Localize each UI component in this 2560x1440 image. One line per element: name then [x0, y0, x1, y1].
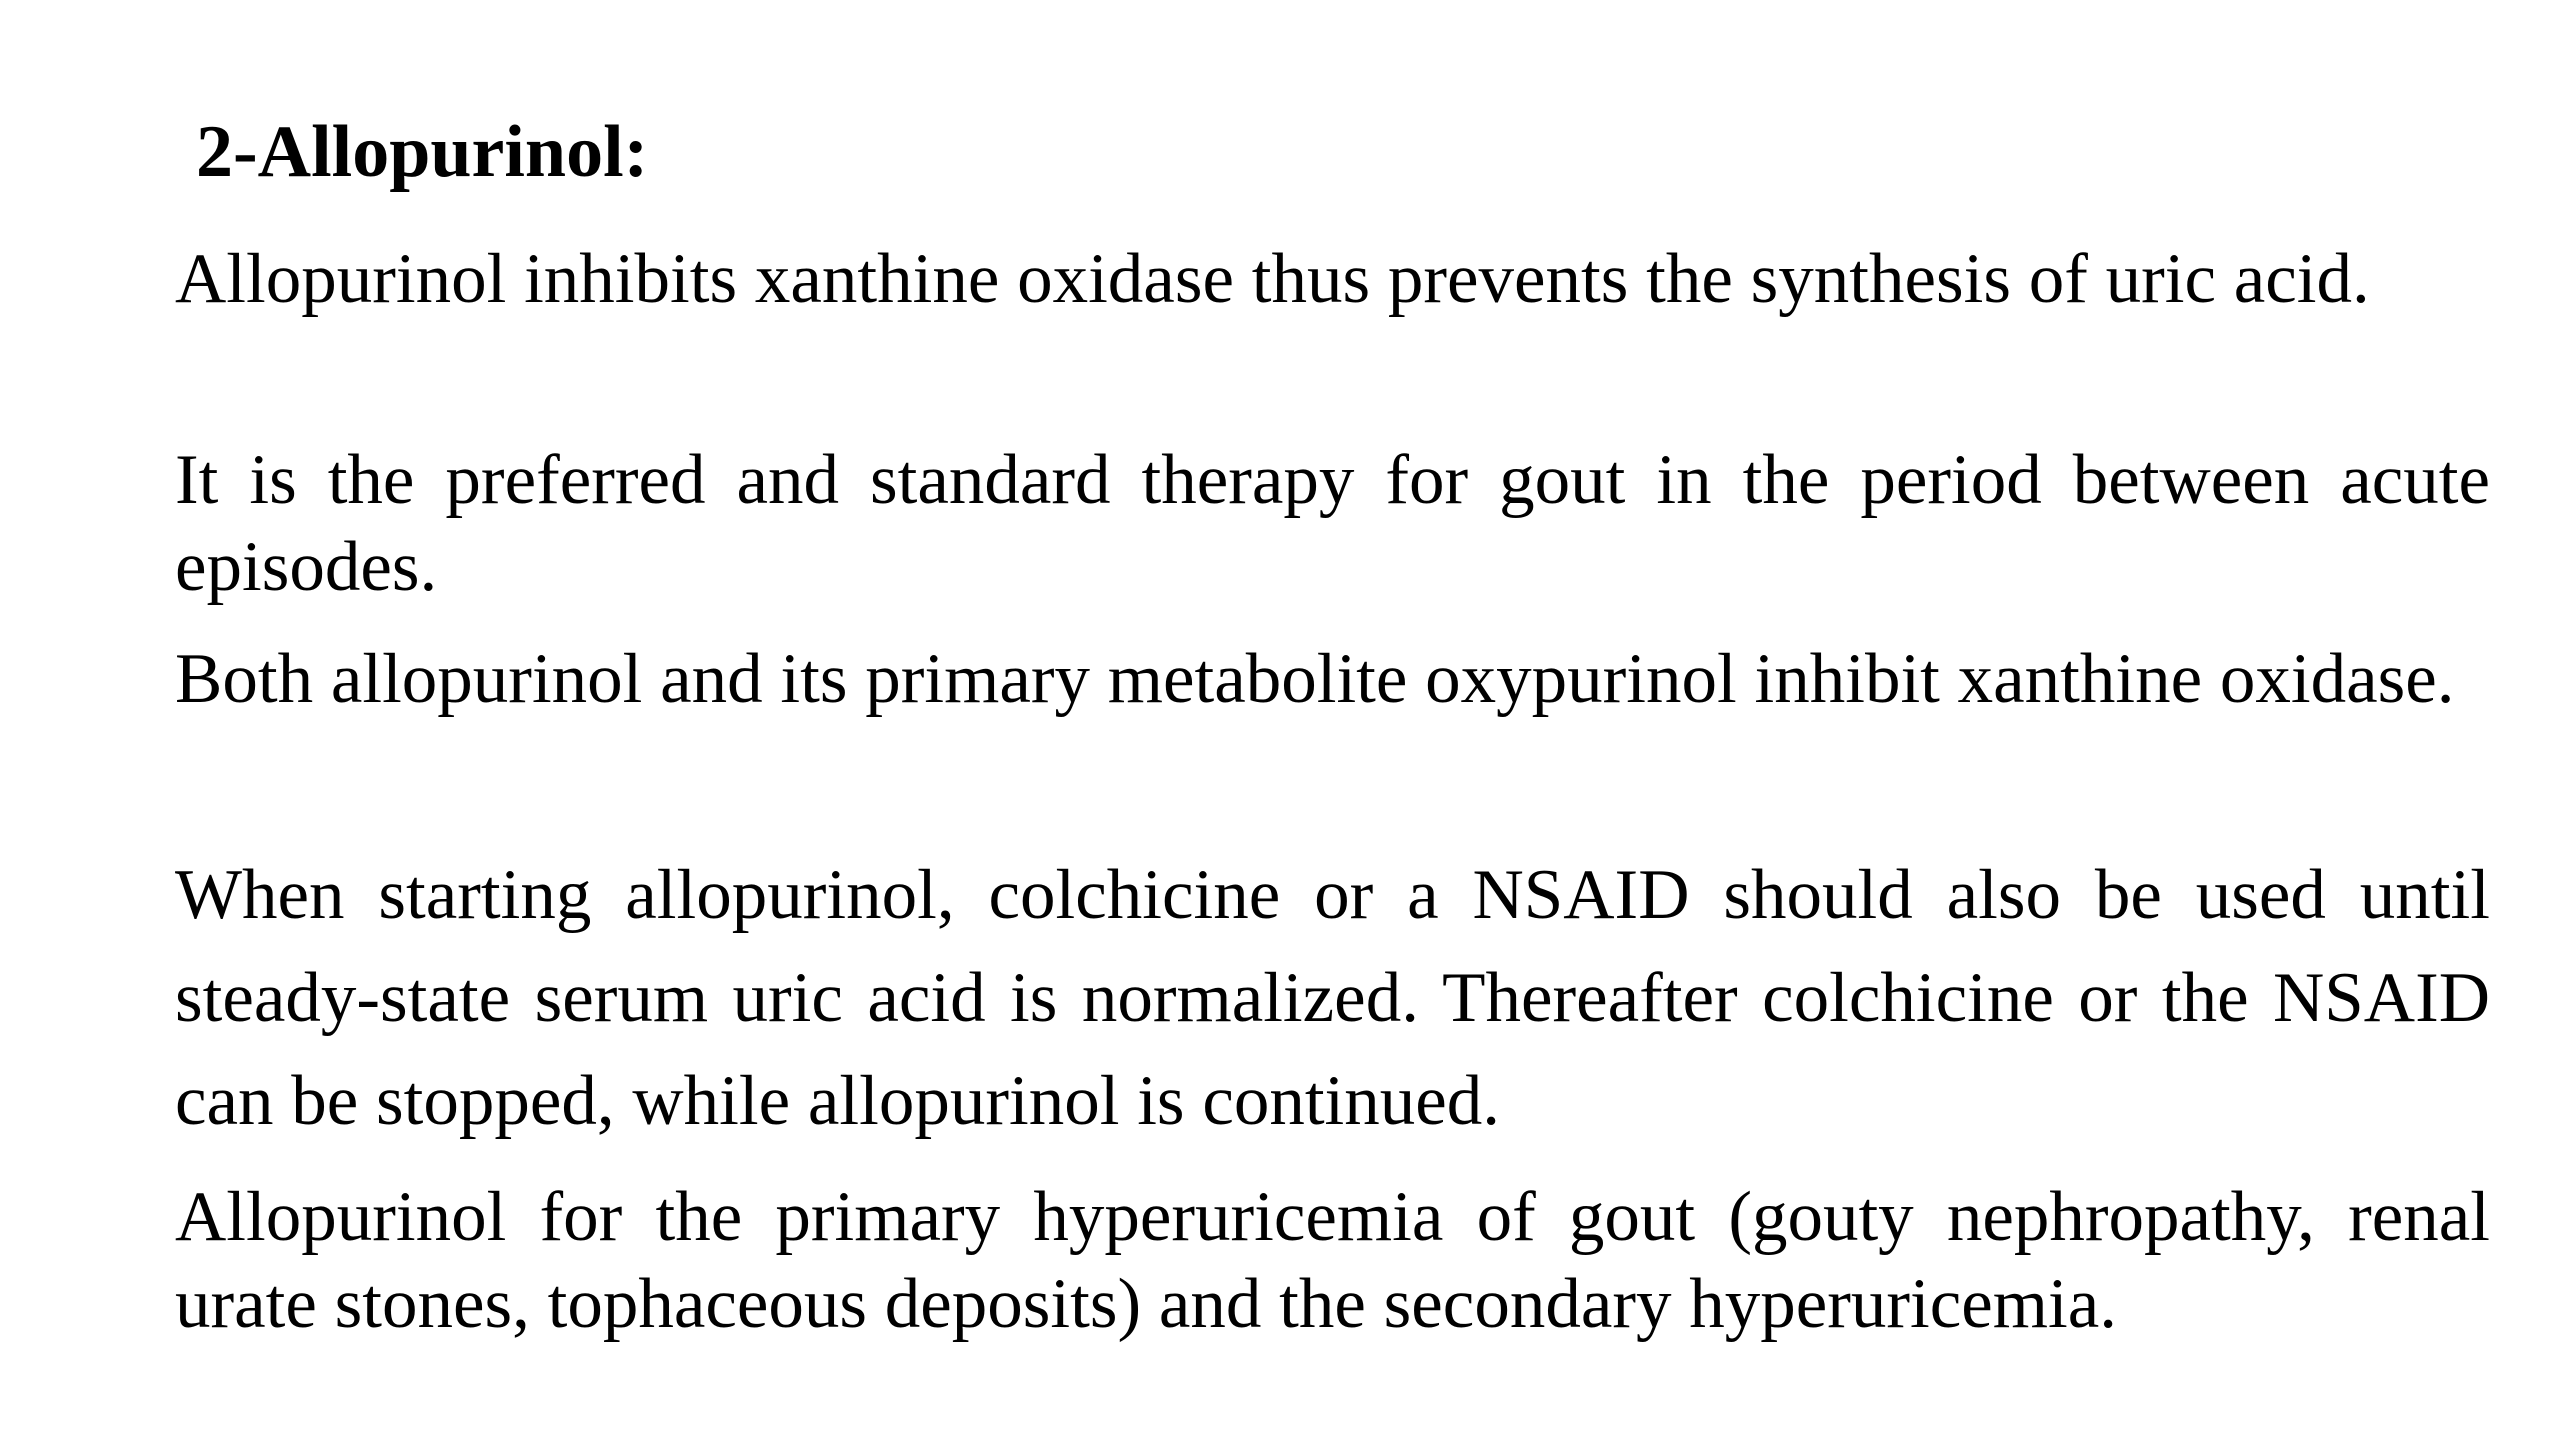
paragraph-metabolite: Both allopurinol and its primary metabolite oxypurinol inhibit xanthine oxidase.	[175, 640, 2455, 718]
paragraph-mechanism: Allopurinol inhibits xanthine oxidase thus prevents the synthesis of uric acid.	[175, 240, 2370, 318]
section-heading: 2-Allopurinol:	[196, 111, 649, 193]
paragraph-standard-therapy: It is the preferred and standard therapy for gout in the period between acute episodes.	[175, 441, 2490, 606]
paragraph-starting-therapy: When starting allopurinol, colchicine or a NSAID should also be used until steady-state serum uric acid is normalized. Thereafter colchicine or the NSAID can be stopped, while allopurinol is continued.	[175, 856, 2490, 1140]
paragraph-indications: Allopurinol for the primary hyperuricemia of gout (gouty nephropathy, renal urate stones, tophaceous deposits) and the secondary hyperuricemia.	[175, 1178, 2490, 1343]
